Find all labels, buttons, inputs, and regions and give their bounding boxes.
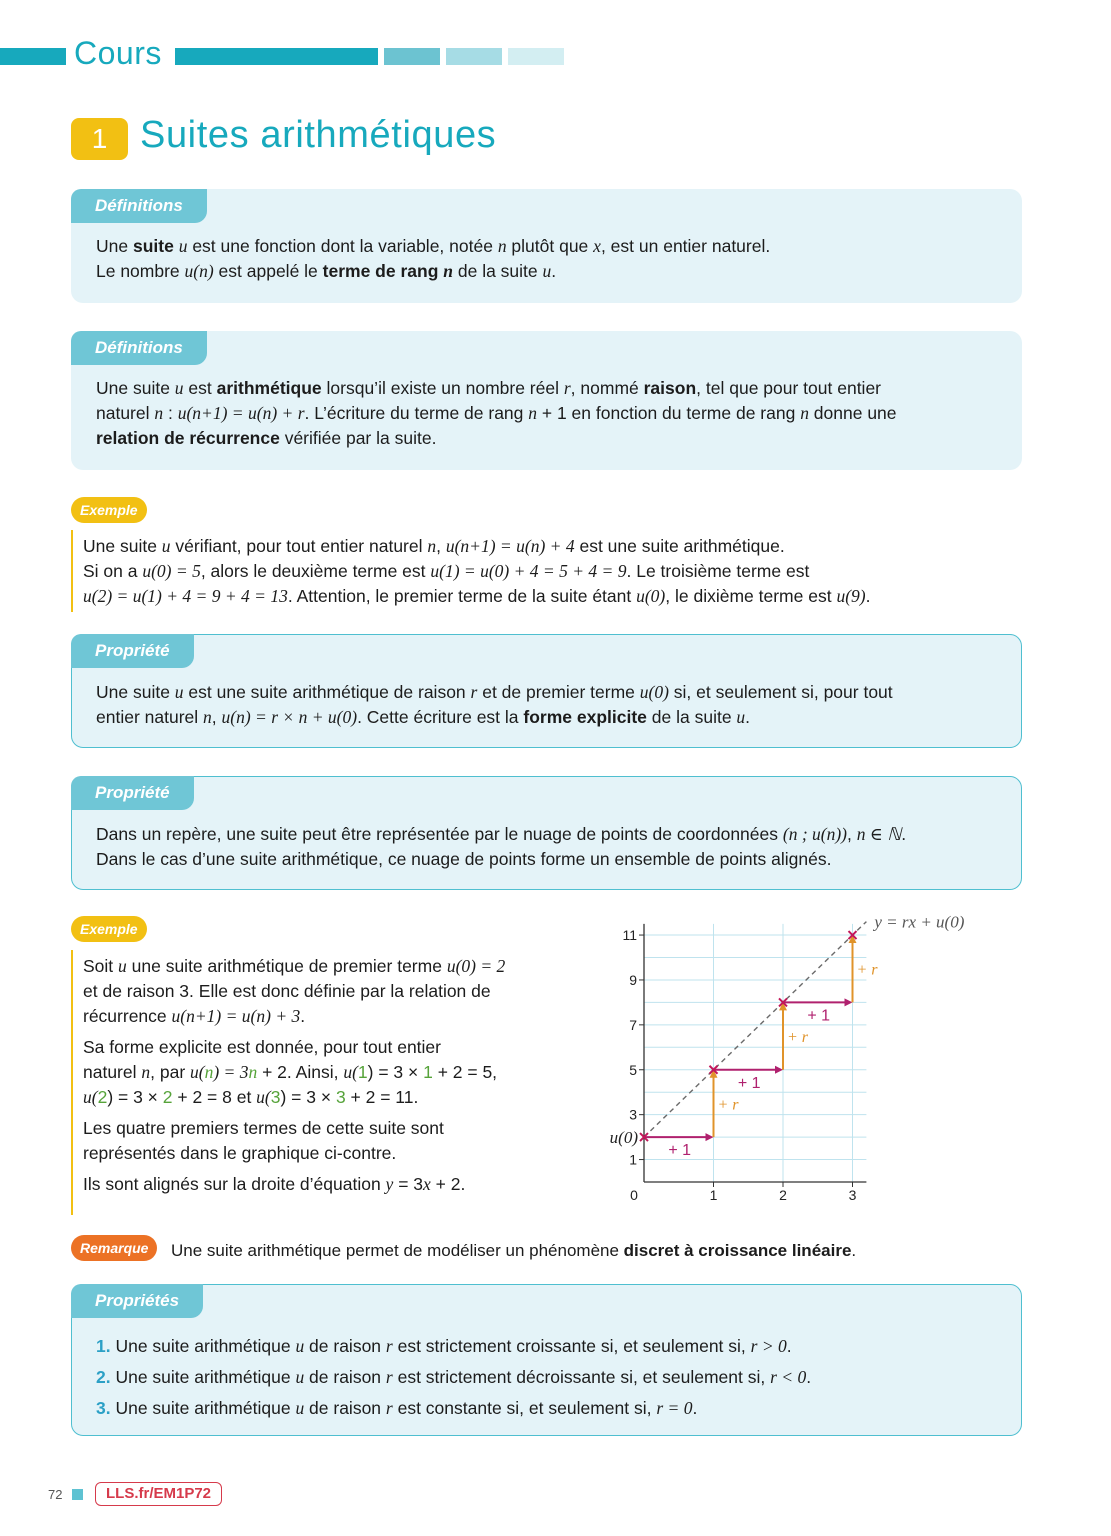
section-title: Suites arithmétiques xyxy=(140,114,497,156)
property-box-2 xyxy=(71,776,1022,890)
example-rule xyxy=(71,950,73,1215)
property-text xyxy=(96,822,906,872)
property-tab: Propriété xyxy=(71,634,194,668)
step-label-horizontal: + 1 xyxy=(807,1007,831,1025)
example-text xyxy=(83,534,870,609)
sequence-chart xyxy=(596,910,996,1210)
y-tick-label: 3 xyxy=(629,1106,637,1123)
example-line: Ils sont alignés sur la droite d’équation y = 3x + 2. xyxy=(83,1174,466,1194)
definition-text xyxy=(96,376,897,451)
definition-text xyxy=(96,234,770,284)
property-box-1 xyxy=(71,634,1022,748)
x-tick-label: 1 xyxy=(709,1187,718,1203)
x-tick-label: 3 xyxy=(848,1187,857,1203)
definition-tab: Définitions xyxy=(71,189,207,223)
y-axis-label: u(0) xyxy=(609,1128,638,1148)
section-number: 1 xyxy=(71,118,128,160)
step-label-horizontal: + 1 xyxy=(737,1074,761,1092)
header-bar-main xyxy=(175,48,378,65)
example-line: u(2) = u(1) + 4 = 9 + 4 = 13. Attention, le premier terme de la suite étant u(0), le dixième terme est u(9). xyxy=(83,586,871,606)
properties-item: 3. Une suite arithmétique u de raison r est constante si, et seulement si, r = 0. xyxy=(96,1398,698,1418)
properties-box xyxy=(71,1284,1022,1436)
properties-item: 1. Une suite arithmétique u de raison r est strictement croissante si, et seulement si, r > 0. xyxy=(96,1336,792,1356)
example-line: Une suite u vérifiant, pour tout entier naturel n, u(n+1) = u(n) + 4 est une suite arithmétique. xyxy=(83,536,785,556)
property-line: Une suite u est une suite arithmétique de raison r et de premier terme u(0) si, et seulement si, pour tout xyxy=(96,682,893,702)
page-header-title: Cours xyxy=(70,35,166,72)
header-bar-left xyxy=(0,48,66,65)
example-line: représentés dans le graphique ci-contre. xyxy=(83,1143,397,1163)
example-line: Les quatre premiers termes de cette suite sont xyxy=(83,1118,444,1138)
definition-line: Une suite u est arithmétique lorsqu’il existe un nombre réel r, nommé raison, tel que pour tout entier xyxy=(96,378,881,398)
definition-box-1 xyxy=(71,189,1022,303)
example-rule xyxy=(71,530,73,612)
property-text xyxy=(96,680,893,730)
definition-line: relation de récurrence vérifiée par la suite. xyxy=(96,428,437,448)
page-number: 72 xyxy=(48,1487,63,1502)
example-text xyxy=(83,954,505,1197)
property-line: entier naturel n, u(n) = r × n + u(0). Cette écriture est la forme explicite de la suite u. xyxy=(96,707,751,727)
example-line: récurrence u(n+1) = u(n) + 3. xyxy=(83,1006,306,1026)
y-tick-label: 11 xyxy=(622,927,637,944)
property-line: Dans un repère, une suite peut être représentée par le nuage de points de coordonnées (n ; u(n)), n ∈ ℕ. xyxy=(96,824,907,844)
definition-line: Le nombre u(n) est appelé le terme de rang n de la suite u. xyxy=(96,261,557,281)
y-tick-label: 7 xyxy=(629,1016,637,1033)
step-label-vertical: + r xyxy=(717,1096,739,1114)
step-label-vertical: + r xyxy=(856,961,878,979)
step-label-vertical: + r xyxy=(787,1029,809,1047)
x-tick-label: 2 xyxy=(779,1187,787,1203)
properties-tab: Propriétés xyxy=(71,1284,203,1318)
remark-label: Remarque xyxy=(71,1235,157,1261)
properties-item: 2. Une suite arithmétique u de raison r est strictement décroissante si, et seulement si, r < 0. xyxy=(96,1367,812,1387)
resource-link[interactable]: LLS.fr/EM1P72 xyxy=(95,1482,222,1506)
step-arrowhead xyxy=(775,1066,783,1074)
properties-list xyxy=(96,1331,811,1424)
property-line: Dans le cas d’une suite arithmétique, ce nuage de points forme un ensemble de points alignés. xyxy=(96,849,832,869)
example-label: Exemple xyxy=(71,916,147,942)
example-line: Soit u une suite arithmétique de premier terme u(0) = 2 xyxy=(83,956,506,976)
y-tick-label: 1 xyxy=(629,1151,637,1168)
line-equation-label: y = rx + u(0) xyxy=(874,912,965,932)
example-line: naturel n, par u(n) = 3n + 2. Ainsi, u(1) = 3 × 1 + 2 = 5, xyxy=(83,1062,498,1082)
step-arrowhead xyxy=(706,1133,714,1141)
y-tick-label: 9 xyxy=(629,971,637,988)
y-tick-label: 5 xyxy=(629,1061,637,1078)
example-line: Si on a u(0) = 5, alors le deuxième terme est u(1) = u(0) + 4 = 5 + 4 = 9. Le troisième terme est xyxy=(83,561,810,581)
regression-line xyxy=(644,922,866,1138)
example-line: u(2) = 3 × 2 + 2 = 8 et u(3) = 3 × 3 + 2 = 11. xyxy=(83,1087,419,1107)
x-tick-label: 0 xyxy=(630,1187,638,1203)
definition-line: Une suite u est une fonction dont la variable, notée n plutôt que x, est un entier naturel. xyxy=(96,236,771,256)
header-bar-seg1 xyxy=(384,48,440,65)
example-line: et de raison 3. Elle est donc définie par la relation de xyxy=(83,981,491,1001)
example-label: Exemple xyxy=(71,497,147,523)
footer-square-icon xyxy=(72,1489,83,1500)
remark-text: Une suite arithmétique permet de modéliser un phénomène discret à croissance linéaire. xyxy=(171,1241,857,1260)
definition-line: naturel n : u(n+1) = u(n) + r. L’écriture du terme de rang n + 1 en fonction du terme de rang n donne une xyxy=(96,403,897,423)
definition-box-2 xyxy=(71,331,1022,470)
example-line: Sa forme explicite est donnée, pour tout entier xyxy=(83,1037,441,1057)
header-bar-seg3 xyxy=(508,48,564,65)
step-arrowhead xyxy=(845,998,853,1006)
header-bar-seg2 xyxy=(446,48,502,65)
definition-tab: Définitions xyxy=(71,331,207,365)
property-tab: Propriété xyxy=(71,776,194,810)
step-label-horizontal: + 1 xyxy=(668,1142,692,1160)
